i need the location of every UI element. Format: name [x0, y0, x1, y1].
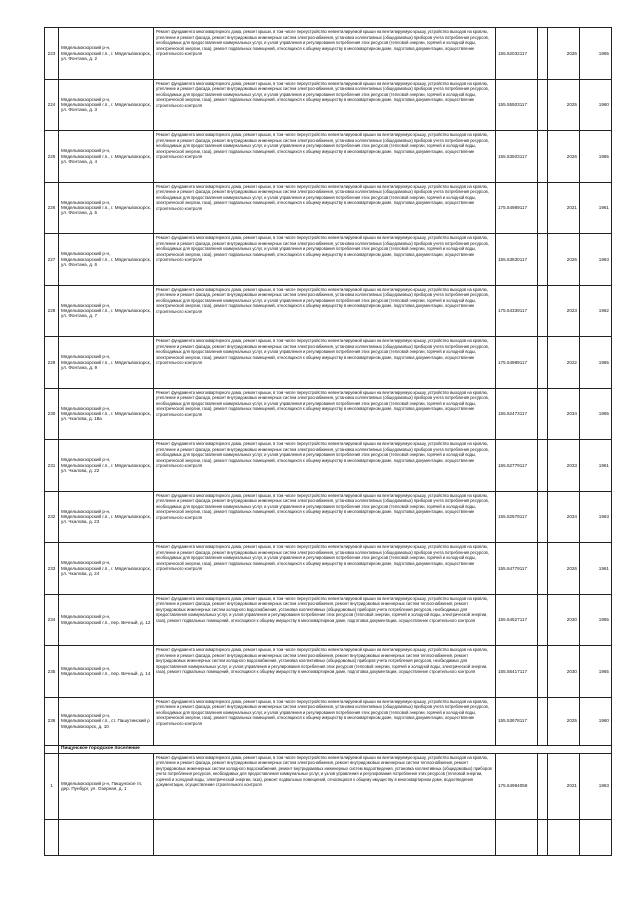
house-address: Мядельвокзорский р-н, Мядельвокзорский г.п., г. Мядельвокзорск, ул. Фонтана, д. 4 — [59, 131, 154, 183]
empty-cell — [538, 28, 548, 80]
row-number: 232 — [45, 491, 59, 543]
empty-cell — [496, 819, 538, 855]
planned-year: 2033 — [548, 440, 580, 492]
table-row — [45, 234, 612, 286]
build-year: 1965 — [580, 594, 612, 646]
works-description: Ремонт фундамента многоквартирного дома, ремонт крыши, в том числе переустройство невентилируемой крыши на вентилируемую крышу, устройство выходов на кровлю, утепление и ремонт фасада, ремонт внутридомовых инженерных систем электроснабжения, установка коллективных (общедомовых) приборов учета потребления ресурсов, необходимых для предоставления коммунальных услуг, и узлов управления и регулирования потребления этих ресурсов (тепловой энергии, горячей и холодной воды, электрической энергии, газа), ремонт подвальных помещений, относящихся к общему имуществу в многоквартирном доме, подготовка документации, осуществление строительного контроля — [154, 388, 496, 440]
planned-year: 2026 — [548, 543, 580, 595]
empty-cell — [154, 819, 496, 855]
planned-year: 2030 — [548, 646, 580, 698]
planned-year: 2026 — [548, 131, 580, 183]
works-description: Ремонт фундамента многоквартирного дома, ремонт крыши, в том числе переустройство невентилируемой крыши на вентилируемую крышу, устройство выходов на кровлю, утепление и ремонт фасада, ремонт внутридомовых инженерных систем электроснабжения, установка коллективных (общедомовых) приборов учета потребления ресурсов, необходимых для предоставления коммунальных услуг, и узлов управления и регулирования потребления этих ресурсов (тепловой энергии, горячей и холодной воды, электрической энергии, газа), ремонт подвальных помещений, относящихся к общему имуществу в многоквартирном доме, подготовка документации, осуществление строительного контроля — [154, 337, 496, 389]
row-number: 233 — [45, 543, 59, 595]
row-number: 225 — [45, 131, 59, 183]
build-year: 1961 — [580, 543, 612, 595]
cadastral-number: 155.53630117 — [496, 234, 538, 286]
house-address: Мядельвокзорский р-н, Пищунское гп, дер. Пунбург, ул. Озерная, д. 1 — [59, 753, 154, 819]
build-year: 1961 — [580, 182, 612, 234]
empty-row — [45, 819, 612, 855]
works-description: Ремонт фундамента многоквартирного дома, ремонт крыши, в том числе переустройство невентилируемой крыши на вентилируемую крышу, устройство выходов на кровлю, утепление и ремонт фасада, ремонт внутридомовых инженерных систем электроснабжения, ремонт внутридомовых инженерных систем теплоснабжения, ремонт внутридомовых инженерных систем холодного водоснабжения, ремонт внутридомовых инженерных систем водоотведения, установка коллективных (общедомовых) приборов учета потребления ресурсов, необходимых для предоставления коммунальных услуг, и узлов управления и регулирования потребления этих ресурсов (тепловой энергии, горячей и холодной воды, электрической энергии, газа), ремонт подвальных помещений, относящихся к общему имуществу в многоквартирном доме, водоотведения документации, осуществление строительного контроля — [154, 753, 496, 819]
cadastral-number: 175.54339117 — [496, 285, 538, 337]
empty-cell — [538, 131, 548, 183]
house-address: Мядельвокзорский р-н, Мядельвокзорский г.п., г. Мядельвокзорск, ул. Чкалова, д. 22 — [59, 440, 154, 492]
build-year: 1963 — [580, 753, 612, 819]
works-description: Ремонт фундамента многоквартирного дома, ремонт крыши, в том числе переустройство невентилируемой крыши на вентилируемую крышу, устройство выходов на кровлю, утепление и ремонт фасада, ремонт внутридомовых инженерных систем электроснабжения, установка коллективных (общедомовых) приборов учета потребления ресурсов, необходимых для предоставления коммунальных услуг, и узлов управления и регулирования потребления этих ресурсов (тепловой энергии, горячей и холодной воды, электрической энергии, газа), ремонт подвальных помещений, относящихся к общему имуществу в многоквартирном доме, подготовка документации, осуществление строительного контроля — [154, 79, 496, 131]
build-year: 1965 — [580, 337, 612, 389]
table-row — [45, 753, 612, 819]
house-address: Мядельвокзорский р-н, Мядельвокзорский г.п., г. Мядельвокзорск, ул. Фонтана, д. 2 — [59, 28, 154, 80]
row-number: 229 — [45, 337, 59, 389]
row-number: 235 — [45, 646, 59, 698]
planned-year: 2025 — [548, 79, 580, 131]
cadastral-number: 175.54989117 — [496, 182, 538, 234]
cadastral-number: 155.52473117 — [496, 388, 538, 440]
table-row — [45, 285, 612, 337]
section-row — [45, 745, 612, 753]
build-year: 1960 — [580, 697, 612, 745]
table-row — [45, 131, 612, 183]
empty-cell — [538, 388, 548, 440]
repair-program-table — [44, 27, 612, 856]
build-year: 1965 — [580, 388, 612, 440]
cadastral-number: 155.53503117 — [496, 131, 538, 183]
empty-cell — [538, 182, 548, 234]
empty-cell — [538, 697, 548, 745]
works-description: Ремонт фундамента многоквартирного дома, ремонт крыши, в том числе переустройство невентилируемой крыши на вентилируемую крышу, устройство выходов на кровлю, утепление и ремонт фасада, ремонт внутридомовых инженерных систем электроснабжения, установка коллективных (общедомовых) приборов учета потребления ресурсов, необходимых для предоставления коммунальных услуг, и узлов управления и регулирования потребления этих ресурсов (тепловой энергии, горячей и холодной воды, электрической энергии, газа), ремонт подвальных помещений, относящихся к общему имуществу в многоквартирном доме, подготовка документации, осуществление строительного контроля — [154, 440, 496, 492]
cadastral-number: 155.52579117 — [496, 491, 538, 543]
empty-cell — [538, 543, 548, 595]
row-number: 223 — [45, 28, 59, 80]
section-title: Пищунское городское поселение — [59, 745, 612, 753]
house-address: Мядельвокзорский р-н, Мядельвокзорский г.п., г. Мядельвокзорск, ул. Фонтана, д. 6 — [59, 234, 154, 286]
planned-year: 2026 — [548, 28, 580, 80]
planned-year: 2034 — [548, 388, 580, 440]
empty-cell — [538, 819, 548, 855]
planned-year: 2022 — [548, 337, 580, 389]
build-year: 1963 — [580, 234, 612, 286]
empty-cell — [538, 234, 548, 286]
cadastral-number: 155.55503117 — [496, 79, 538, 131]
row-number: 230 — [45, 388, 59, 440]
table-row — [45, 388, 612, 440]
empty-cell — [538, 753, 548, 819]
build-year: 1963 — [580, 491, 612, 543]
document-sheet — [44, 27, 611, 856]
empty-cell — [538, 594, 548, 646]
house-address: Мядельвокзорский р-н, Мядельвокзорский г.п., г. Мядельвокзорск, ул. Чкалова, д. 18а — [59, 388, 154, 440]
row-number: 227 — [45, 234, 59, 286]
house-address: Мядельвокзорский р-н, Мядельвокзорский г.п., пер. Вечный, д. 14 — [59, 646, 154, 698]
empty-cell — [45, 745, 59, 753]
table-row — [45, 28, 612, 80]
house-address: Мядельвокзорский р-н, Мядельвокзорский г.п., ст. Пашутинский р Мядельвокзорск, д. 10 — [59, 697, 154, 745]
works-description: Ремонт фундамента многоквартирного дома, ремонт крыши, в том числе переустройство невентилируемой крыши на вентилируемую крышу, устройство выходов на кровлю, утепление и ремонт фасада, ремонт внутридомовых инженерных систем электроснабжения, ремонт внутридомовых инженерных систем теплоснабжения, ремонт внутридомовых инженерных систем холодного водоснабжения, установка коллективных (общедомовых) приборов учета потребления ресурсов, необходимых для предоставления коммунальных услуг, и узлов управления и регулирования потребления этих ресурсов (тепловой энергии, горячей и холодной воды, электрической энергии, газа), ремонт подвальных помещений, относящихся к общему имуществу в многоквартирном доме, подготовка документации, осуществление строительного контроля — [154, 646, 496, 698]
empty-cell — [538, 440, 548, 492]
build-year: 1965 — [580, 131, 612, 183]
planned-year: 2023 — [548, 285, 580, 337]
cadastral-number: 175.54989117 — [496, 337, 538, 389]
build-year: 1961 — [580, 440, 612, 492]
table-row — [45, 543, 612, 595]
works-description: Ремонт фундамента многоквартирного дома, ремонт крыши, в том числе переустройство невентилируемой крыши на вентилируемую крышу, устройство выходов на кровлю, утепление и ремонт фасада, ремонт внутридомовых инженерных систем электроснабжения, установка коллективных (общедомовых) приборов учета потребления ресурсов, необходимых для предоставления коммунальных услуг, и узлов управления и регулирования потребления этих ресурсов (тепловой энергии, горячей и холодной воды, электрической энергии, газа), ремонт подвальных помещений, относящихся к общему имуществу в многоквартирном доме, подготовка документации, осуществление строительного контроля — [154, 131, 496, 183]
house-address: Мядельвокзорский р-н, Мядельвокзорский г.п., пер. Вечный, д. 12 — [59, 594, 154, 646]
table-body — [45, 28, 612, 856]
empty-cell — [538, 491, 548, 543]
house-address: Мядельвокзорский р-н, Мядельвокзорский г.п., г. Мядельвокзорск, ул. Фонтана, д. 9 — [59, 337, 154, 389]
row-number: 234 — [45, 594, 59, 646]
empty-cell — [538, 285, 548, 337]
empty-cell — [580, 819, 612, 855]
build-year: 1965 — [580, 28, 612, 80]
table-row — [45, 646, 612, 698]
house-address: Мядельвокзорский р-н, Мядельвокзорский г.п., г. Мядельвокзорск, ул. Чкалова, д. 24 — [59, 543, 154, 595]
house-address: Мядельвокзорский р-н, Мядельвокзорский г.п., г. Мядельвокзорск, ул. Фонтана, д. 5 — [59, 182, 154, 234]
planned-year: 2034 — [548, 491, 580, 543]
works-description: Ремонт фундамента многоквартирного дома, ремонт крыши, в том числе переустройство невентилируемой крыши на вентилируемую крышу, устройство выходов на кровлю, утепление и ремонт фасада, ремонт внутридомовых инженерных систем электроснабжения, установка коллективных (общедомовых) приборов учета потребления ресурсов, необходимых для предоставления коммунальных услуг, и узлов управления и регулирования потребления этих ресурсов (тепловой энергии, горячей и холодной воды, электрической энергии, газа), ремонт подвальных помещений, относящихся к общему имуществу в многоквартирном доме, подготовка документации, осуществление строительного контроля — [154, 285, 496, 337]
cadastral-number: 155.54527117 — [496, 594, 538, 646]
house-address: Мядельвокзорский р-н, Мядельвокзорский г.п., г. Мядельвокзорск, ул. Фонтана, д. 3 — [59, 79, 154, 131]
planned-year: 2021 — [548, 182, 580, 234]
build-year: 1965 — [580, 646, 612, 698]
row-number: 224 — [45, 79, 59, 131]
table-row — [45, 491, 612, 543]
empty-cell — [538, 79, 548, 131]
empty-cell — [538, 337, 548, 389]
house-address: Мядельвокзорский р-н, Мядельвокзорский г.п., г. Мядельвокзорск, ул. Чкалова, д. 23 — [59, 491, 154, 543]
empty-cell — [548, 819, 580, 855]
table-row — [45, 697, 612, 745]
planned-year: 2021 — [548, 753, 580, 819]
cadastral-number: 155.52032117 — [496, 28, 538, 80]
works-description: Ремонт фундамента многоквартирного дома, ремонт крыши, в том числе переустройство невентилируемой крыши на вентилируемую крышу, устройство выходов на кровлю, утепление и ремонт фасада, ремонт внутридомовых инженерных систем электроснабжения, установка коллективных (общедомовых) приборов учета потребления ресурсов, необходимых для предоставления коммунальных услуг, и узлов управления и регулирования потребления этих ресурсов (тепловой энергии, горячей и холодной воды, электрической энергии, газа), ремонт подвальных помещений, относящихся к общему имуществу в многоквартирном доме, подготовка документации, осуществление строительного контроля — [154, 543, 496, 595]
table-row — [45, 440, 612, 492]
planned-year: 2030 — [548, 594, 580, 646]
row-number: 226 — [45, 182, 59, 234]
planned-year: 2026 — [548, 234, 580, 286]
table-row — [45, 79, 612, 131]
empty-cell — [45, 819, 59, 855]
works-description: Ремонт фундамента многоквартирного дома, ремонт крыши, в том числе переустройство невентилируемой крыши на вентилируемую крышу, устройство выходов на кровлю, утепление и ремонт фасада, ремонт внутридомовых инженерных систем электроснабжения, установка коллективных (общедомовых) приборов учета потребления ресурсов, необходимых для предоставления коммунальных услуг, и узлов управления и регулирования потребления этих ресурсов (тепловой энергии, горячей и холодной воды, электрической энергии, газа), ремонт подвальных помещений, относящихся к общему имуществу в многоквартирном доме, подготовка документации, осуществление строительного контроля — [154, 234, 496, 286]
house-address: Мядельвокзорский р-н, Мядельвокзорский г.п., г. Мядельвокзорск, ул. Фонтана, д. 7 — [59, 285, 154, 337]
works-description: Ремонт фундамента многоквартирного дома, ремонт крыши, в том числе переустройство невентилируемой крыши на вентилируемую крышу, устройство выходов на кровлю, утепление и ремонт фасада, ремонт внутридомовых инженерных систем электроснабжения, установка коллективных (общедомовых) приборов учета потребления ресурсов, необходимых для предоставления коммунальных услуг, и узлов управления и регулирования потребления этих ресурсов (тепловой энергии, горячей и холодной воды, электрической энергии, газа), ремонт подвальных помещений, относящихся к общему имуществу в многоквартирном доме, подготовка документации, осуществление строительного контроля — [154, 491, 496, 543]
build-year: 1962 — [580, 285, 612, 337]
cadastral-number: 155.55417117 — [496, 646, 538, 698]
works-description: Ремонт фундамента многоквартирного дома, ремонт крыши, в том числе переустройство невентилируемой крыши на вентилируемую крышу, устройство выходов на кровлю, утепление и ремонт фасада, ремонт внутридомовых инженерных систем электроснабжения, установка коллективных (общедомовых) приборов учета потребления ресурсов, необходимых для предоставления коммунальных услуг, и узлов управления и регулирования потребления этих ресурсов (тепловой энергии, горячей и холодной воды, электрической энергии, газа), ремонт подвальных помещений, относящихся к общему имуществу в многоквартирном доме, подготовка документации, осуществление строительного контроля — [154, 28, 496, 80]
cadastral-number: 155.53678117 — [496, 697, 538, 745]
works-description: Ремонт фундамента многоквартирного дома, ремонт крыши, в том числе переустройство невентилируемой крыши на вентилируемую крышу, устройство выходов на кровлю, утепление и ремонт фасада, ремонт внутридомовых инженерных систем электроснабжения, ремонт внутридомовых инженерных систем теплоснабжения, ремонт внутридомовых инженерных систем холодного водоснабжения, установка коллективных (общедомовых) приборов учета потребления ресурсов, необходимых для предоставления коммунальных услуг, и узлов управления и регулирования потребления этих ресурсов (тепловой энергии, горячей и холодной воды, электрической энергии, газа), ремонт подвальных помещений, относящихся к общему имуществу в многоквартирном доме, подготовка документации, осуществление строительного контроля — [154, 594, 496, 646]
cadastral-number: 155.54779117 — [496, 543, 538, 595]
row-number: 228 — [45, 285, 59, 337]
table-row — [45, 337, 612, 389]
cadastral-number: 155.52779117 — [496, 440, 538, 492]
empty-cell — [59, 819, 154, 855]
row-number: 236 — [45, 697, 59, 745]
row-number: 1 — [45, 753, 59, 819]
works-description: Ремонт фундамента многоквартирного дома, ремонт крыши, в том числе переустройство невентилируемой крыши на вентилируемую крышу, устройство выходов на кровлю, утепление и ремонт фасада, ремонт внутридомовых инженерных систем электроснабжения, установка коллективных (общедомовых) приборов учета потребления ресурсов, необходимых для предоставления коммунальных услуг, и узлов управления и регулирования потребления этих ресурсов (тепловой энергии, горячей и холодной воды, электрической энергии, газа), ремонт подвальных помещений, относящихся к общему имуществу в многоквартирном доме, подготовка документации, осуществление строительного контроля — [154, 182, 496, 234]
table-row — [45, 182, 612, 234]
works-description: Ремонт фундамента многоквартирного дома, ремонт крыши, в том числе переустройство невентилируемой крыши на вентилируемую крышу, устройство выходов на кровлю, утепление и ремонт фасада, ремонт внутридомовых инженерных систем электроснабжения, установка коллективных (общедомовых) приборов учета потребления ресурсов, необходимых для предоставления коммунальных услуг, и узлов управления и регулирования потребления этих ресурсов (тепловой энергии, горячей и холодной воды, электрической энергии, газа), ремонт подвальных помещений, относящихся к общему имуществу в многоквартирном доме, подготовка документации, осуществление строительного контроля — [154, 697, 496, 745]
cadastral-number: 175.54984058 — [496, 753, 538, 819]
row-number: 231 — [45, 440, 59, 492]
empty-cell — [538, 646, 548, 698]
planned-year: 2025 — [548, 697, 580, 745]
build-year: 1960 — [580, 79, 612, 131]
table-row — [45, 594, 612, 646]
